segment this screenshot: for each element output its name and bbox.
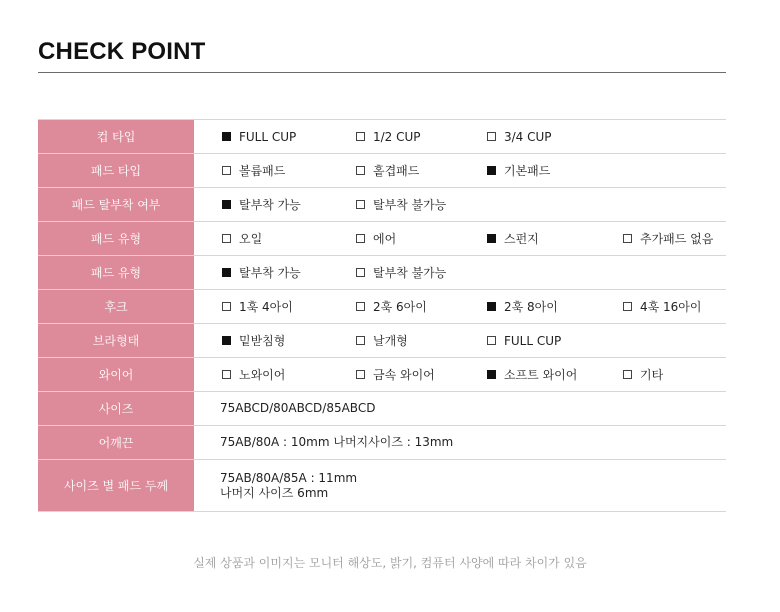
- unchecked-box-icon: [222, 234, 231, 243]
- spec-row-values: [194, 460, 726, 511]
- spec-option-label: 기타: [640, 368, 664, 382]
- unchecked-box-icon: [356, 370, 365, 379]
- spec-row-values: [194, 392, 726, 425]
- spec-option: [487, 120, 552, 153]
- spec-row: [38, 426, 726, 460]
- checked-box-icon: [487, 234, 496, 243]
- spec-option: [222, 154, 285, 187]
- spec-row-label: 사이즈 별 패드 두께: [38, 460, 194, 511]
- checked-box-icon: [487, 370, 496, 379]
- spec-row-label: 패드 탈부착 여부: [38, 188, 194, 221]
- spec-option: [222, 188, 301, 221]
- spec-value: [220, 460, 357, 511]
- spec-option: [356, 154, 419, 187]
- spec-table: [38, 119, 726, 512]
- spec-option: [222, 222, 262, 255]
- spec-row-values: [194, 154, 726, 187]
- spec-option-label: 밑받침형: [239, 334, 286, 348]
- checked-box-icon: [487, 302, 496, 311]
- spec-value-line: 나머지 사이즈 6mm: [220, 485, 329, 500]
- spec-option-label: 1훅 4아이: [239, 300, 293, 314]
- spec-option: [356, 256, 446, 289]
- spec-option: [356, 358, 435, 391]
- spec-option: [356, 120, 421, 153]
- footnote: 실제 상품과 이미지는 모니터 해상도, 밝기, 컴퓨터 사양에 따라 차이가 있음: [193, 556, 587, 570]
- unchecked-box-icon: [222, 302, 231, 311]
- spec-row: [38, 290, 726, 324]
- spec-row-values: [194, 256, 726, 289]
- spec-option-label: 탈부착 가능: [239, 266, 301, 280]
- spec-row-label: 브라형태: [38, 324, 194, 357]
- checked-box-icon: [222, 132, 231, 141]
- spec-option-label: 오일: [239, 232, 263, 246]
- spec-row: [38, 324, 726, 358]
- checked-box-icon: [222, 268, 231, 277]
- spec-row-label: 컵 타입: [38, 120, 194, 153]
- spec-row: [38, 188, 726, 222]
- spec-option-label: FULL CUP: [239, 129, 297, 144]
- spec-row-label: 패드 타입: [38, 154, 194, 187]
- spec-option-label: 1/2 CUP: [373, 129, 421, 144]
- spec-option-label: 소프트 와이어: [504, 368, 578, 382]
- spec-row-label: 어깨끈: [38, 426, 194, 459]
- spec-value: [220, 426, 453, 459]
- spec-option-label: 금속 와이어: [373, 368, 435, 382]
- spec-option-label: 노와이어: [239, 368, 286, 382]
- spec-value: [220, 392, 375, 425]
- spec-option: [356, 324, 408, 357]
- page-title: CHECK POINT: [38, 38, 206, 65]
- unchecked-box-icon: [356, 268, 365, 277]
- spec-row-label: 패드 유형: [38, 256, 194, 289]
- spec-option: [356, 188, 446, 221]
- spec-option-label: 2훅 6아이: [373, 300, 427, 314]
- spec-row-values: [194, 290, 726, 323]
- spec-option-label: 볼륨패드: [239, 164, 286, 178]
- spec-value-line: 75AB/80A/85A : 11mm: [220, 470, 358, 485]
- spec-option: [222, 290, 293, 323]
- spec-option: [487, 324, 561, 357]
- spec-option-label: 에어: [373, 232, 397, 246]
- spec-row: [38, 120, 726, 154]
- spec-option: [623, 290, 702, 323]
- spec-option-label: 탈부착 불가능: [373, 266, 447, 280]
- spec-option-label: FULL CUP: [504, 333, 562, 348]
- unchecked-box-icon: [222, 166, 231, 175]
- spec-row-label: 패드 유형: [38, 222, 194, 255]
- checked-box-icon: [222, 336, 231, 345]
- spec-value-line: 75ABCD/80ABCD/85ABCD: [220, 401, 376, 415]
- spec-option-label: 스펀지: [504, 232, 539, 246]
- checked-box-icon: [487, 166, 496, 175]
- spec-option-label: 탈부착 가능: [239, 198, 301, 212]
- unchecked-box-icon: [356, 132, 365, 141]
- spec-row-values: [194, 426, 726, 459]
- spec-row-values: [194, 358, 726, 391]
- spec-option: [222, 324, 285, 357]
- unchecked-box-icon: [487, 336, 496, 345]
- spec-option-label: 날개형: [373, 334, 408, 348]
- unchecked-box-icon: [487, 132, 496, 141]
- spec-value-line: 75AB/80A : 10mm 나머지사이즈 : 13mm: [220, 435, 454, 449]
- unchecked-box-icon: [222, 370, 231, 379]
- spec-option: [356, 222, 396, 255]
- spec-option-label: 기본패드: [504, 164, 551, 178]
- unchecked-box-icon: [623, 234, 632, 243]
- unchecked-box-icon: [356, 302, 365, 311]
- spec-row: [38, 154, 726, 188]
- unchecked-box-icon: [356, 234, 365, 243]
- spec-option: [222, 120, 296, 153]
- spec-option: [222, 256, 301, 289]
- spec-option: [356, 290, 427, 323]
- spec-option-label: 추가패드 없음: [640, 232, 714, 246]
- unchecked-box-icon: [356, 200, 365, 209]
- spec-option-label: 2훅 8아이: [504, 300, 558, 314]
- spec-option: [487, 222, 539, 255]
- spec-option: [487, 154, 550, 187]
- spec-row: [38, 460, 726, 512]
- spec-option-label: 홑겹패드: [373, 164, 420, 178]
- title-divider: [38, 72, 726, 73]
- checked-box-icon: [222, 200, 231, 209]
- spec-row-values: [194, 188, 726, 221]
- spec-option: [222, 358, 285, 391]
- spec-row-label: 와이어: [38, 358, 194, 391]
- spec-row: [38, 256, 726, 290]
- spec-row-values: [194, 222, 726, 255]
- spec-option-label: 3/4 CUP: [504, 129, 552, 144]
- unchecked-box-icon: [623, 370, 632, 379]
- spec-option-label: 탈부착 불가능: [373, 198, 447, 212]
- spec-option: [487, 290, 558, 323]
- spec-row-label: 사이즈: [38, 392, 194, 425]
- spec-option: [487, 358, 577, 391]
- unchecked-box-icon: [623, 302, 632, 311]
- spec-row-values: [194, 120, 726, 153]
- spec-option-label: 4훅 16아이: [640, 300, 702, 314]
- spec-row: [38, 392, 726, 426]
- spec-option: [623, 222, 713, 255]
- spec-row: [38, 358, 726, 392]
- spec-row-label: 후크: [38, 290, 194, 323]
- unchecked-box-icon: [356, 166, 365, 175]
- spec-option: [623, 358, 663, 391]
- spec-row-values: [194, 324, 726, 357]
- spec-row: [38, 222, 726, 256]
- unchecked-box-icon: [356, 336, 365, 345]
